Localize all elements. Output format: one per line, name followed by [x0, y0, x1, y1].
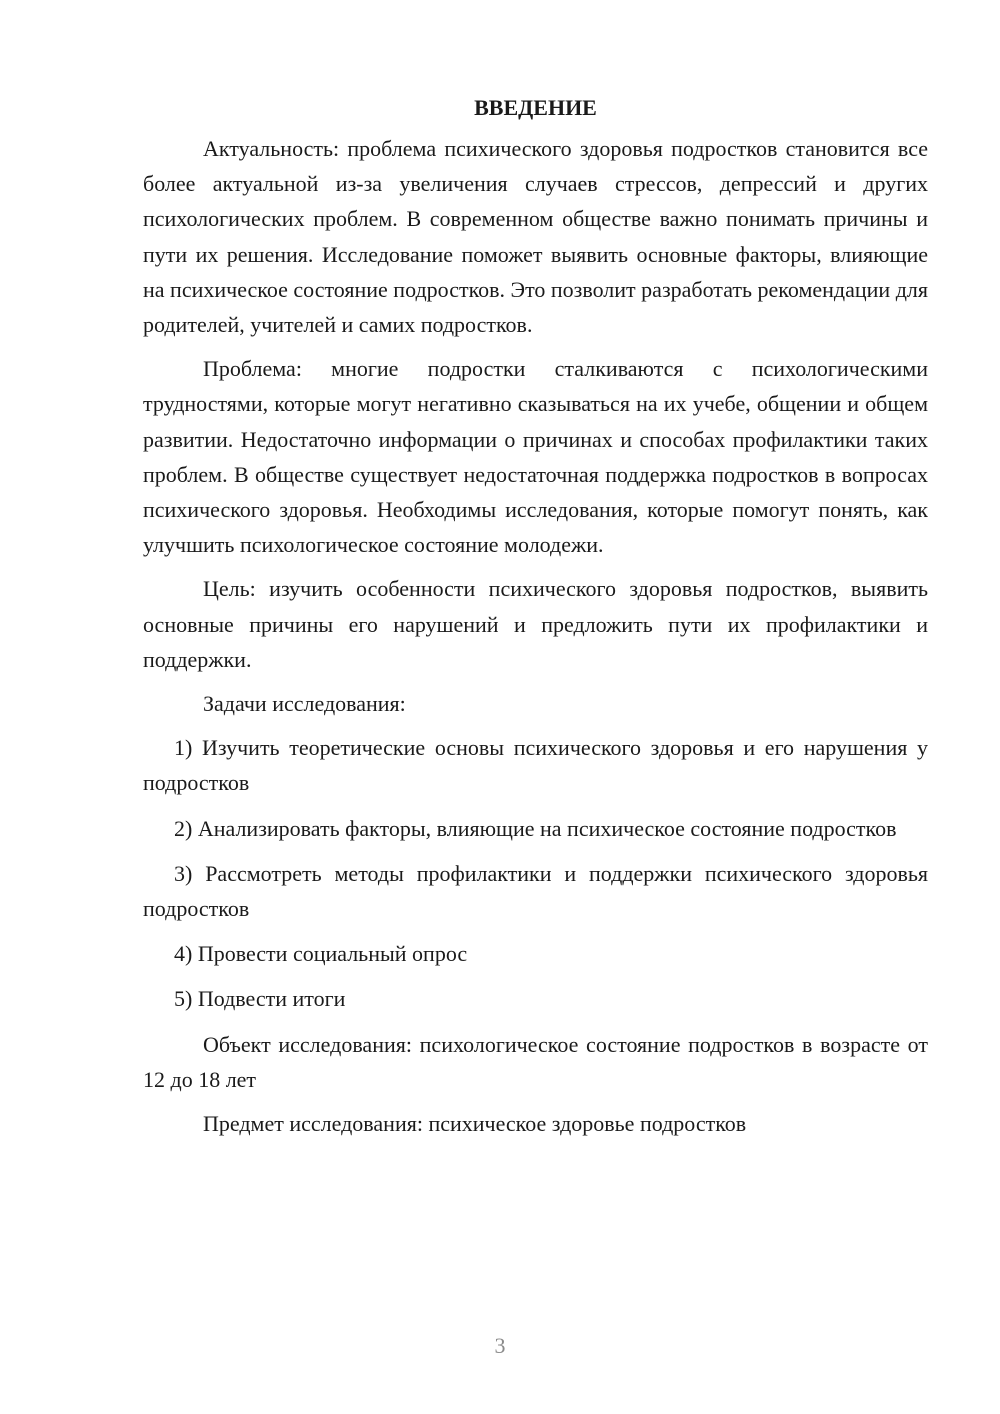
tasks-list: [143, 730, 928, 1016]
paragraph-tasks-title: Задачи исследования:: [203, 691, 406, 717]
list-item: 5) Подвести итоги: [174, 986, 346, 1012]
paragraph-goal: Цель: изучить особенности психического здоровья подростков, выявить основные причины его нарушений и предложить пути их профилактики и поддержки.: [143, 576, 928, 672]
paragraph-subject: Предмет исследования: психическое здоровье подростков: [203, 1111, 747, 1137]
paragraph-problem: Проблема: многие подростки сталкиваются с психологическими трудностями, которые могут негативно сказываться на их учебе, общении и общем развитии. Недостаточно информации о причинах и способах профилактики таких проблем. В обществе существует недостаточная поддержка подростков в вопросах психического здоровья. Необходимы исследования, которые помогут понять, как улучшить психологическое состояние молодежи.: [143, 356, 928, 558]
document-page-body: [143, 90, 928, 1150]
list-item: 1) Изучить теоретические основы психического здоровья и его нарушения у подростков: [143, 735, 928, 796]
paragraph-relevance: Актуальность: проблема психического здоровья подростков становится все более актуальной из-за увеличения случаев стрессов, депрессий и других психологических проблем. В современном обществе важно понимать причины и пути их решения. Исследование поможет выявить основные факторы, влияющие на психическое состояние подростков. Это позволит разработать рекомендации для родителей, учителей и самих подростков.: [143, 136, 928, 338]
list-item: 3) Рассмотреть методы профилактики и поддержки психического здоровья подростков: [143, 860, 928, 922]
paragraph-object: Объект исследования: психологическое состояние подростков в возрасте от 12 до 18 лет: [143, 1031, 928, 1092]
page-number: 3: [494, 1333, 506, 1358]
list-item: 2) Анализировать факторы, влияющие на психическое состояние подростков: [174, 815, 897, 841]
section-heading: ВВЕДЕНИЕ: [474, 95, 597, 120]
list-item: 4) Провести социальный опрос: [174, 941, 468, 967]
